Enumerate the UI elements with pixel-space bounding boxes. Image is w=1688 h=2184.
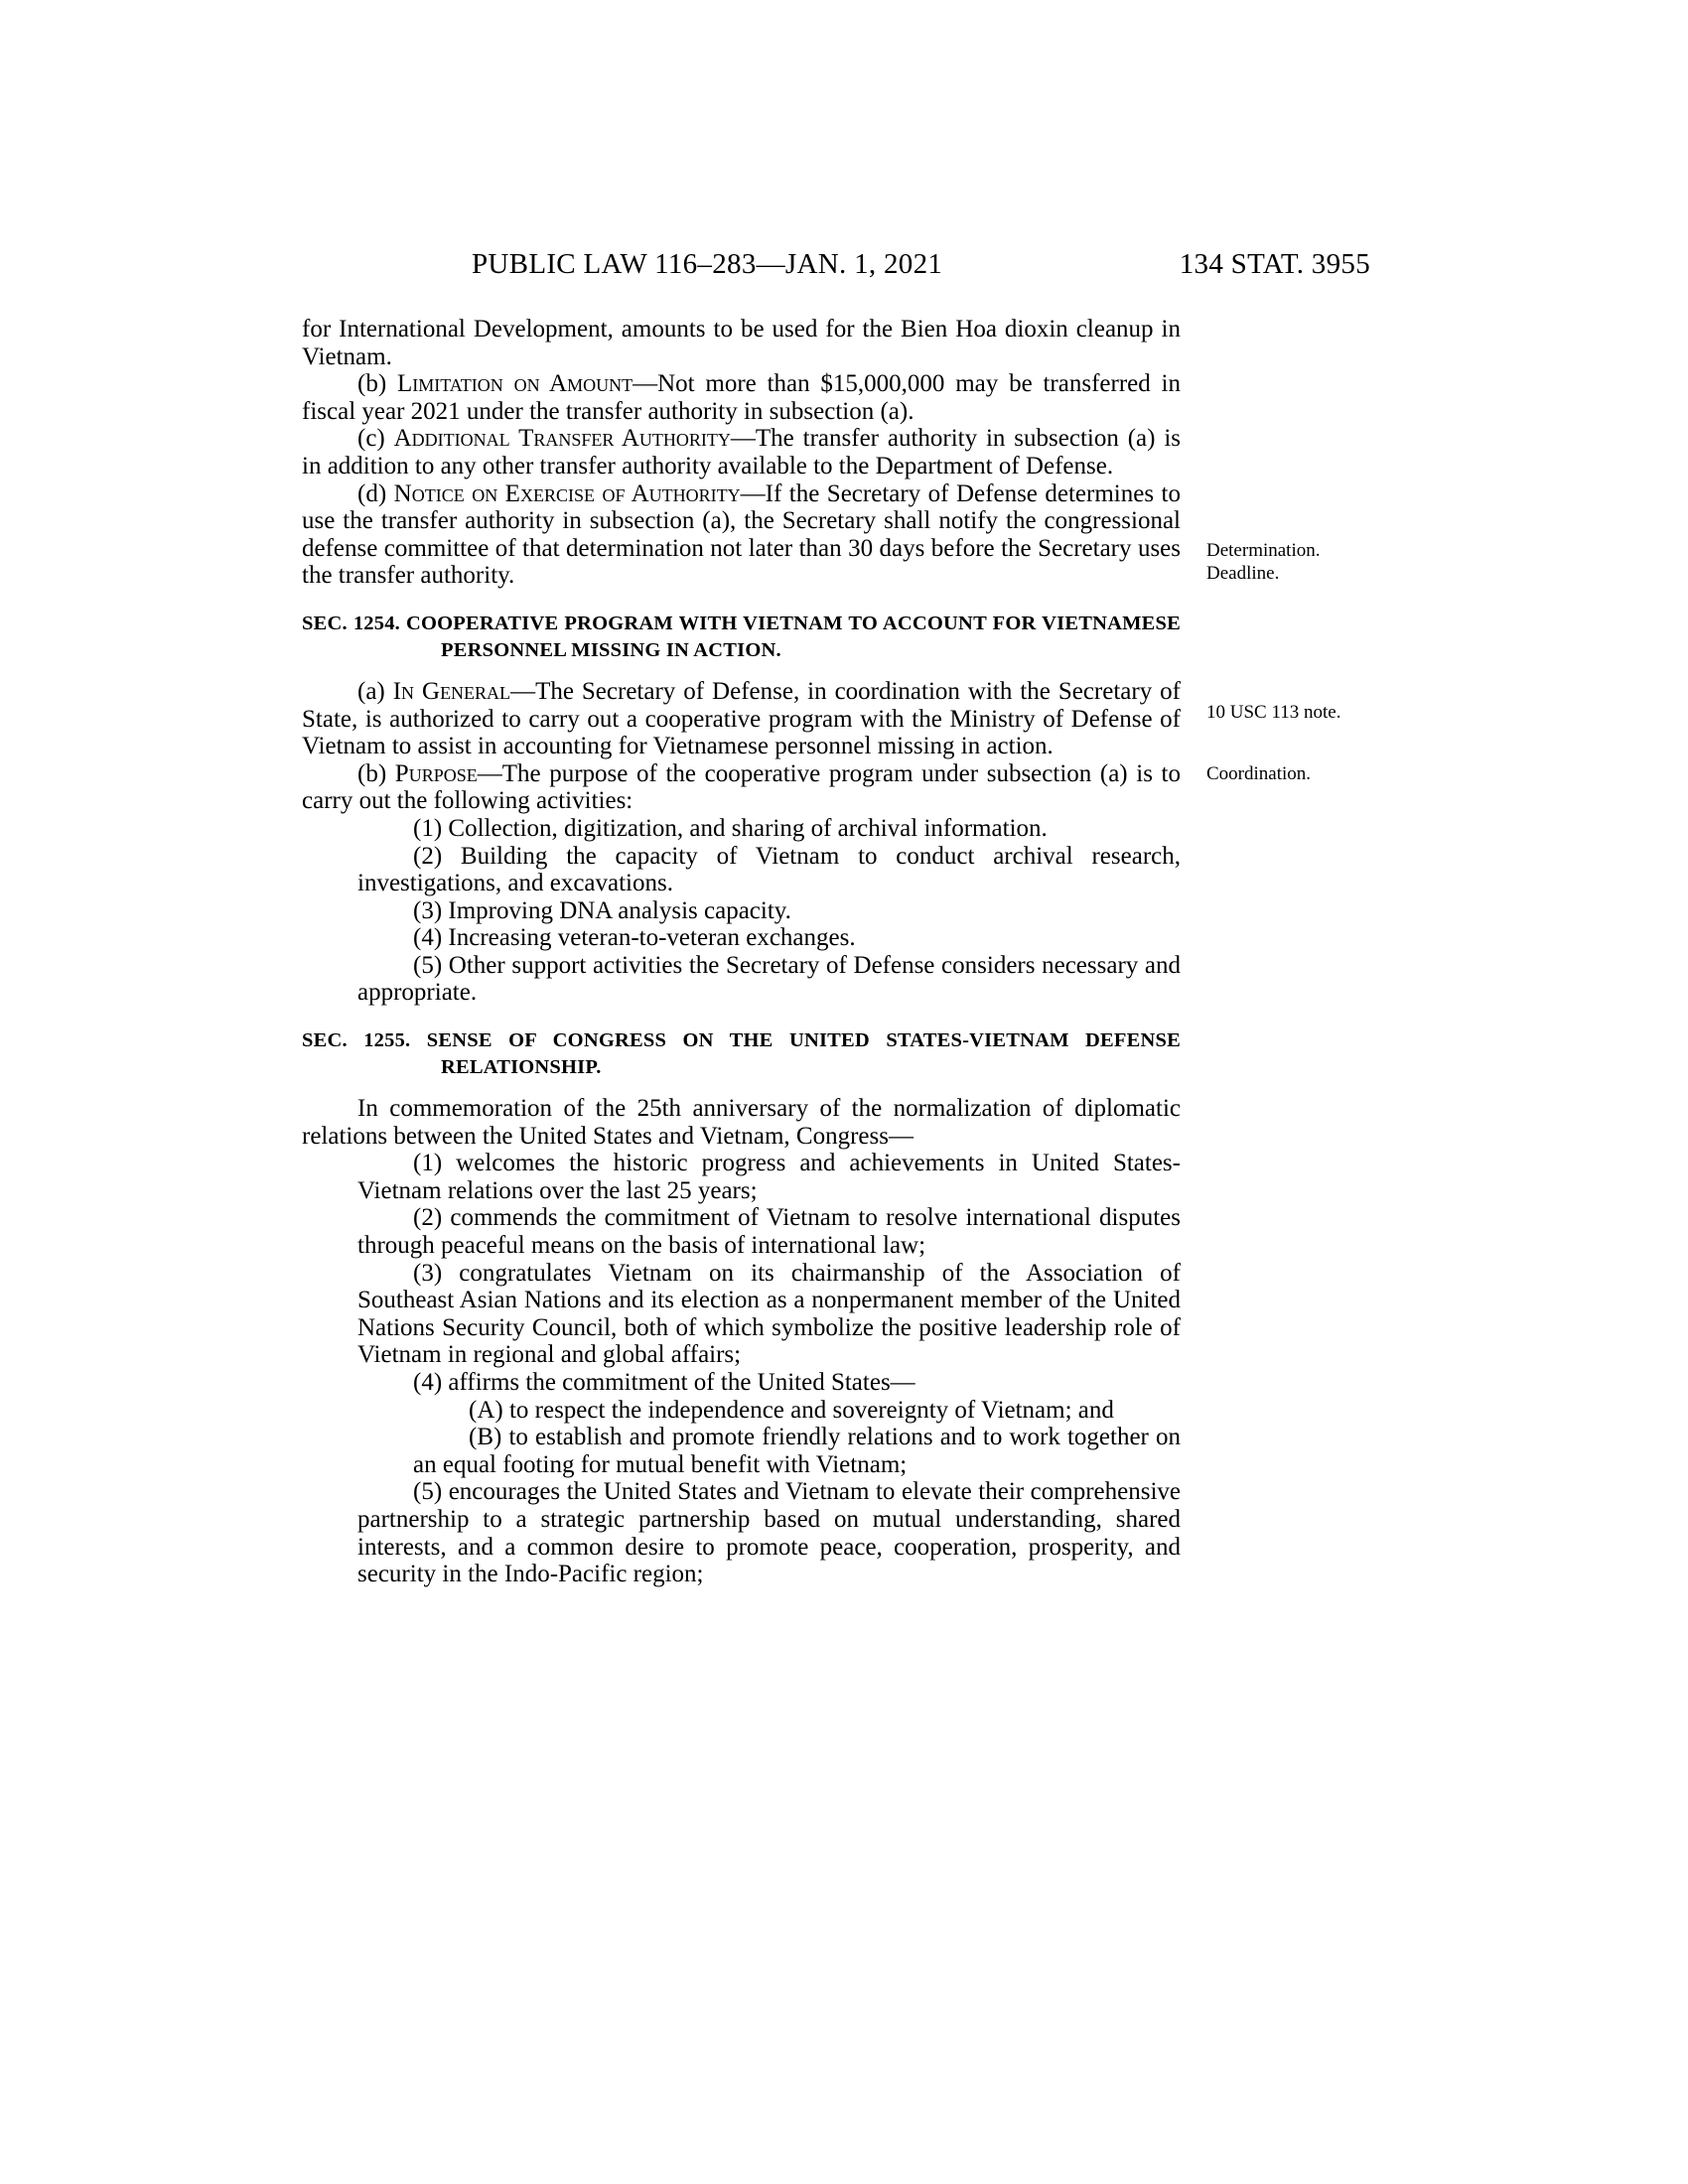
- list-item: (4) Increasing veteran-to-veteran exchanges.: [413, 924, 856, 952]
- subsection-label: (a): [357, 677, 385, 705]
- subsection-d: [302, 480, 1181, 590]
- margin-note-deadline: Deadline.: [1206, 563, 1280, 584]
- list-item: (5) Other support activities the Secretary of Defense considers necessary and appropriate.: [357, 951, 1181, 1007]
- subsection-text: —If the Secretary of Defense determines to use the transfer authority in subsection (a), the Secretary shall notify the congressional defense committee of that determination not later than 30 days before the Secretary uses the transfer authority.: [302, 479, 1181, 590]
- list-item: (A) to respect the independence and sovereignty of Vietnam; and: [469, 1396, 1114, 1424]
- section-1254-subsection-a: [302, 678, 1181, 760]
- subsection-label: (c): [357, 425, 385, 453]
- list-item: (2) commends the commitment of Vietnam to resolve international disputes through peaceful means on the basis of international law;: [357, 1204, 1181, 1260]
- list-item: (4) affirms the commitment of the United States—: [413, 1369, 915, 1396]
- list-item: (B) to establish and promote friendly relations and to work together on an equal footing for mutual benefit with Vietnam;: [413, 1424, 1181, 1478]
- document-body: [302, 316, 1181, 1588]
- subsection-b: [302, 370, 1181, 425]
- subsection-heading: Limitation on Amount: [396, 370, 633, 398]
- subsection-label: (d): [357, 479, 387, 507]
- margin-note-usc: 10 USC 113 note.: [1206, 702, 1341, 723]
- margin-note-determination: Determination.: [1206, 540, 1321, 561]
- list-item: (1) welcomes the historic progress and achievements in United States-Vietnam relations over the last 25 years;: [357, 1150, 1181, 1204]
- subsection-heading: In General: [392, 677, 511, 705]
- section-1255-heading: SEC. 1255. SENSE OF CONGRESS ON THE UNITED STATES-VIETNAM DEFENSE RELATIONSHIP.: [302, 1029, 1181, 1079]
- law-citation: PUBLIC LAW 116–283—JAN. 1, 2021: [472, 248, 943, 280]
- list-item: (1) Collection, digitization, and sharing of archival information.: [413, 814, 1048, 842]
- subsection-text: —The Secretary of Defense, in coordination with the Secretary of State, is authorized to carry out a cooperative program with the Ministry of Defense of Vietnam to assist in accounting for Vietnamese personnel missing in action.: [302, 677, 1181, 760]
- subsection-heading: Notice on Exercise of Authority: [393, 479, 741, 507]
- section-1254-subsection-b: [302, 760, 1181, 815]
- paragraph-intro: for International Development, amounts to be used for the Bien Hoa dioxin cleanup in Vietnam.: [302, 316, 1181, 370]
- list-item: (3) Improving DNA analysis capacity.: [413, 896, 791, 924]
- list-item: (2) Building the capacity of Vietnam to conduct archival research, investigations, and excavations.: [357, 842, 1181, 897]
- statute-page-number: 134 STAT. 3955: [1179, 248, 1370, 280]
- list-item: (3) congratulates Vietnam on its chairmanship of the Association of Southeast Asian Nations and its election as a nonpermanent member of the United Nations Security Council, both of which symbolize the positive leadership role of Vietnam in regional and global affairs;: [357, 1259, 1181, 1369]
- subsection-label: (b): [357, 370, 387, 398]
- page-header: [298, 248, 1370, 288]
- subsection-text: —The transfer authority in subsection (a) is in addition to any other transfer authority available to the Department of Defense.: [302, 425, 1181, 479]
- subsection-text: —Not more than $15,000,000 may be transferred in fiscal year 2021 under the transfer authority in subsection (a).: [302, 370, 1182, 425]
- section-1254-heading: SEC. 1254. COOPERATIVE PROGRAM WITH VIETNAM TO ACCOUNT FOR VIETNAMESE PERSONNEL MISSING IN ACTION.: [302, 612, 1181, 661]
- subsection-heading: Purpose: [394, 759, 478, 787]
- section-1255-intro: In commemoration of the 25th anniversary of the normalization of diplomatic relations between the United States and Vietnam, Congress—: [302, 1095, 1181, 1150]
- subsection-c: [302, 425, 1181, 479]
- subsection-text: —The purpose of the cooperative program under subsection (a) is to carry out the following activities:: [302, 759, 1182, 815]
- subsection-label: (b): [357, 759, 387, 787]
- subsection-heading: Additional Transfer Authority: [393, 425, 731, 453]
- margin-note-coordination: Coordination.: [1206, 763, 1312, 784]
- list-item: (5) encourages the United States and Vietnam to elevate their comprehensive partnership to a strategic partnership based on mutual understanding, shared interests, and a common desire to promote peace, cooperation, prosperity, and security in the Indo-Pacific region;: [357, 1478, 1181, 1588]
